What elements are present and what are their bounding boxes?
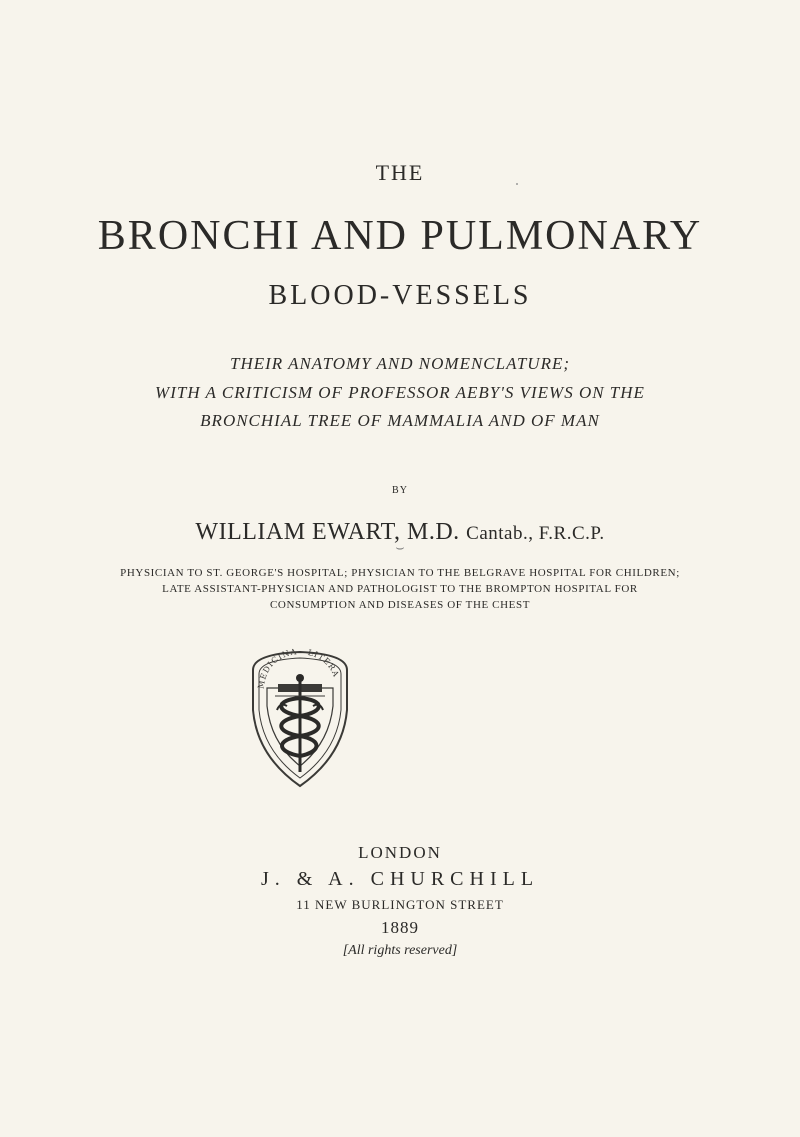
credentials-line-3: CONSUMPTION AND DISEASES OF THE CHEST bbox=[269, 599, 531, 611]
author-name: WILLIAM EWART, M.D. bbox=[195, 519, 460, 545]
credentials-line-1: PHYSICIAN TO ST. GEORGE'S HOSPITAL; PHYSICIAN TO THE BELGRAVE HOSPITAL FOR CHILDREN; bbox=[120, 567, 680, 579]
ornament-icon: ⌣ bbox=[395, 541, 405, 556]
credentials-line-2: LATE ASSISTANT-PHYSICIAN AND PATHOLOGIST TO THE BROMPTON HOSPITAL FOR bbox=[162, 583, 638, 595]
emblem-text-right: LITERA bbox=[306, 648, 341, 679]
caduceus-shield-icon bbox=[245, 648, 355, 788]
description-line-3: BRONCHIAL TREE OF MAMMALIA AND OF MAN bbox=[200, 411, 600, 430]
rights-text: [All rights reserved] bbox=[342, 943, 458, 958]
svg-text:LITERA bbox=[307, 648, 341, 679]
svg-text:MEDICINA bbox=[256, 648, 297, 689]
publisher-address: 11 NEW BURLINGTON STREET bbox=[296, 897, 504, 912]
emblem-text-left: MEDICINA bbox=[256, 648, 298, 690]
publisher: J. & A. CHURCHILL bbox=[260, 868, 540, 890]
book-title: BRONCHI AND PULMONARY bbox=[97, 213, 703, 259]
publication-year: 1889 bbox=[381, 918, 419, 937]
publication-place: LONDON bbox=[358, 843, 442, 862]
description-line-1: THEIR ANATOMY AND NOMENCLATURE; bbox=[229, 354, 571, 373]
by-label: BY bbox=[392, 485, 408, 496]
book-subtitle: BLOOD-VESSELS bbox=[268, 280, 532, 311]
title-article: THE bbox=[375, 160, 425, 185]
author-degree: Cantab., F.R.C.P. bbox=[466, 523, 605, 544]
description-line-2: WITH A CRITICISM OF PROFESSOR AEBY'S VIEWS ON THE bbox=[155, 383, 645, 402]
rights-notice bbox=[0, 943, 800, 959]
